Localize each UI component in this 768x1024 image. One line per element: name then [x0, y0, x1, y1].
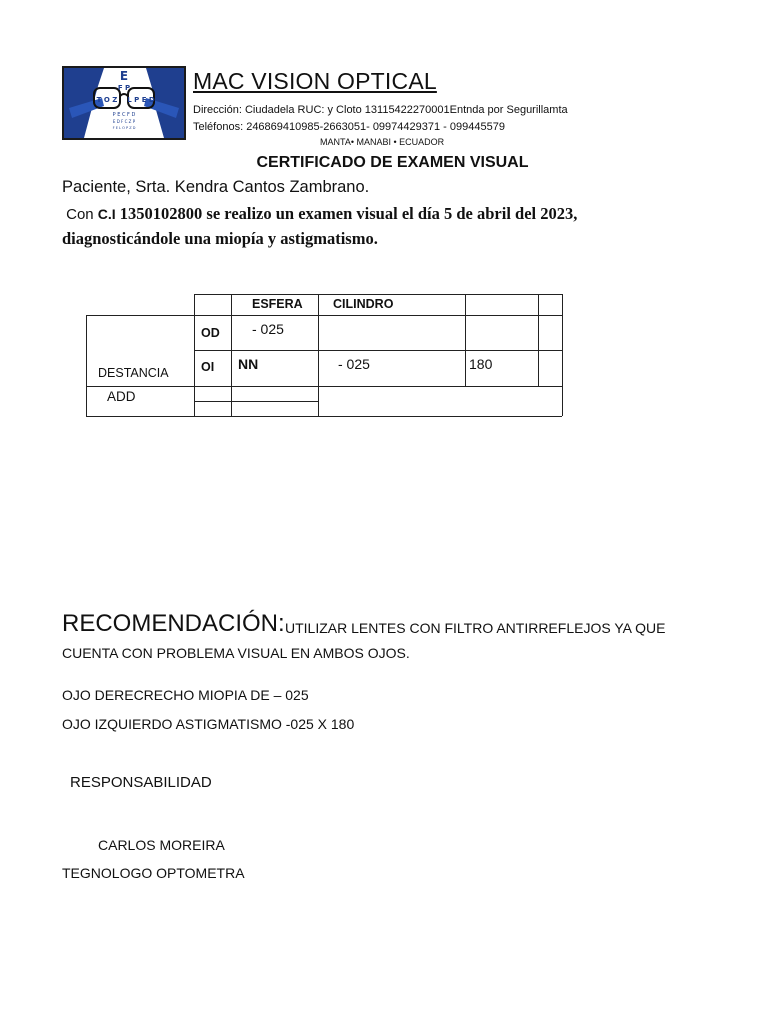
add-label: ADD: [107, 389, 136, 404]
recommendation-text-2: CUENTA CON PROBLEMA VISUAL EN AMBOS OJOS.: [62, 645, 410, 661]
svg-text:P E C F D: P E C F D: [112, 112, 136, 118]
svg-text:T O Z: T O Z: [96, 96, 118, 104]
signer-name: CARLOS MOREIRA: [98, 837, 225, 853]
recommendation-text-1: UTILIZAR LENTES CON FILTRO ANTIRREFLEJOS YA QUE: [285, 620, 666, 636]
header-esfera: ESFERA: [252, 297, 303, 311]
patient-line: Paciente, Srta. Kendra Cantos Zambrano.: [62, 178, 370, 196]
ci-label: C.I: [97, 206, 116, 222]
document-title: CERTIFICADO DE EXAMEN VISUAL: [256, 154, 529, 171]
responsibility-label: RESPONSABILIDAD: [70, 774, 212, 791]
od-summary-line: OJO DERECRECHO MIOPIA DE – 025: [62, 687, 309, 703]
svg-text:E: E: [119, 69, 129, 83]
oi-eje-value: 180: [469, 356, 493, 372]
oi-summary-line: OJO IZQUIERDO ASTIGMATISMO -025 X 180: [62, 716, 355, 732]
diagnosis-line: diagnosticándole una miopía y astigmatismo.: [62, 229, 378, 248]
eye-chart-logo-icon: [62, 66, 186, 140]
row-label-od: OD: [201, 326, 220, 340]
ci-prefix: Con: [66, 206, 94, 223]
svg-text:L P E D: L P E D: [127, 96, 155, 104]
oi-esfera-value: NN: [238, 356, 259, 372]
recommendation-heading: RECOMENDACIÓN:: [62, 610, 285, 637]
ci-rest: 1350102800 se realizo un examen visual el día 5 de abril del 2023,: [119, 204, 578, 223]
svg-text:F E L O P Z D: F E L O P Z D: [112, 126, 136, 130]
company-phones: Teléfonos: 246869410985-2663051- 09974429371 - 099445579: [193, 121, 505, 133]
signer-title: TEGNOLOGO OPTOMETRA: [62, 865, 245, 881]
od-esfera-value: - 025: [252, 321, 284, 337]
company-address: Dirección: Ciudadela RUC: y Cloto 13115422270001Entnda por Segurillamta: [193, 104, 568, 116]
ci-statement: [62, 202, 577, 251]
company-name: MAC VISION OPTICAL: [193, 68, 437, 94]
header-cilindro: CILINDRO: [333, 297, 394, 311]
svg-text:F P: F P: [117, 84, 131, 92]
destancia-label: DESTANCIA: [98, 366, 169, 380]
oi-cilindro-value: - 025: [338, 356, 370, 372]
row-label-oi: OI: [201, 360, 215, 374]
svg-text:E D F C Z P: E D F C Z P: [112, 119, 136, 124]
company-location: MANTA• MANABI • ECUADOR: [320, 137, 445, 147]
